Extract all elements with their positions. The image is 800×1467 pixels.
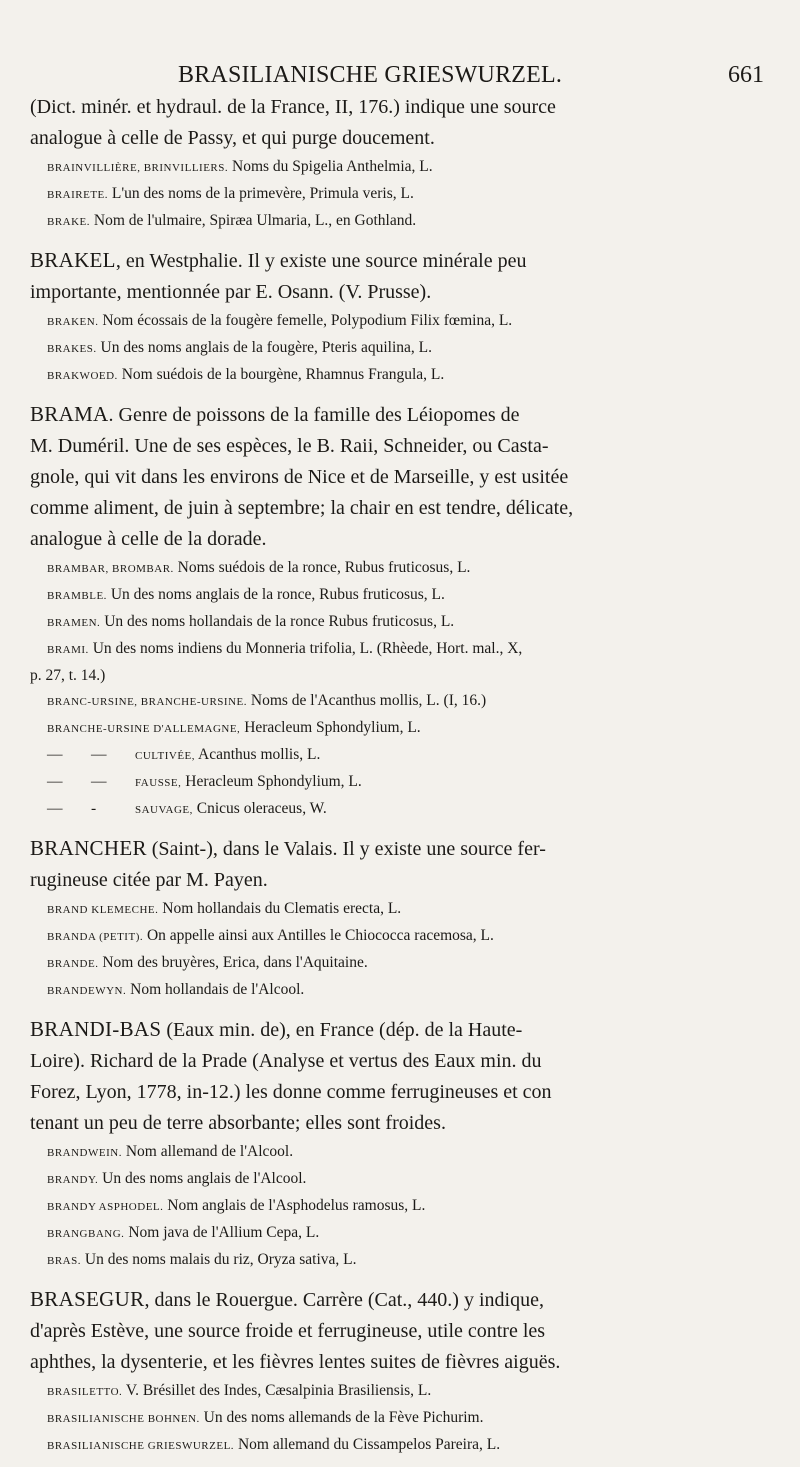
text-span: Nom hollandais du Clematis erecta, L. (162, 900, 402, 917)
text-span: BRANDEWYN. (47, 985, 127, 997)
text-span: Un des noms anglais de l'Alcool. (102, 1170, 307, 1187)
text-span: BRASILETTO. (47, 1386, 123, 1398)
text-span: (Saint-), dans le Valais. Il y existe une source fer- (146, 838, 546, 860)
entry-brande (30, 950, 772, 977)
text-span: Un des noms malais du riz, Oryza sativa, L. (84, 1251, 357, 1268)
text-span: comme aliment, de juin à septembre; la chair en est tendre, délicate, (30, 497, 574, 519)
text-span: BRASILIANISCHE BOHNEN. (47, 1413, 200, 1425)
text-span: FAUSSE, (135, 777, 182, 789)
entry-braken (30, 308, 772, 335)
headword: BRANDI-BAS (30, 1017, 162, 1041)
text-span: BRAIRETE. (47, 189, 109, 201)
text-span: Forez, Lyon, 1778, in-12.) les donne comme ferrugineuses et con (30, 1081, 552, 1103)
text-span: Noms de l'Acanthus mollis, L. (I, 16.) (250, 692, 487, 709)
text-span: Un des noms hollandais de la ronce Rubus fruticosus, L. (104, 613, 455, 630)
entry-brakwoed (30, 362, 772, 389)
text-span: BRANC-URSINE, BRANCHE-URSINE. (47, 696, 247, 708)
text-span: BRASILIANISCHE GRIESWURZEL. (47, 1440, 235, 1452)
headword: BRASEGUR (30, 1287, 145, 1311)
text-span: — (47, 773, 63, 790)
text-span: V. Brésillet des Indes, Cæsalpinia Brasiliensis, L. (125, 1382, 432, 1399)
entry-brandy-asphodel (30, 1193, 772, 1220)
paragraph-continuation (30, 92, 772, 154)
text-span: aphthes, la dysenterie, et les fièvres lentes suites de fièvres aiguës. (30, 1351, 561, 1373)
text-span: BRANDY. (47, 1174, 99, 1186)
text-span: BRAS. (47, 1255, 81, 1267)
entry-fausse (30, 769, 772, 796)
entry-branda (30, 923, 772, 950)
text-span: Nom écossais de la fougère femelle, Polypodium Filix fœmina, L. (102, 312, 513, 329)
entry-bramble (30, 582, 772, 609)
entry-cultivee (30, 742, 772, 769)
entry-bramen (30, 609, 772, 636)
text-span: (Eaux min. de), en France (dép. de la Haute- (161, 1019, 523, 1041)
text-span: BRAKEN. (47, 316, 99, 328)
text-span: BRAMI. (47, 644, 89, 656)
entry-sauvage (30, 796, 772, 823)
entry-brakes (30, 335, 772, 362)
entry-brancher (30, 833, 772, 896)
text-span: analogue à celle de la dorade. (30, 528, 267, 550)
entry-brake (30, 208, 772, 235)
entry-brandewyn (30, 977, 772, 1004)
text-span: BRAMBLE. (47, 590, 107, 602)
text-span: M. Duméril. Une de ses espèces, le B. Raii, Schneider, ou Casta- (30, 435, 549, 457)
text-span: BRANDY ASPHODEL. (47, 1201, 164, 1213)
entry-brainvilliere (30, 154, 772, 181)
text-span: BRAMBAR, BROMBAR. (47, 563, 174, 575)
text-span: Cnicus oleraceus, W. (196, 800, 327, 817)
text-span: BRAINVILLIÈRE, BRINVILLIERS. (47, 162, 229, 174)
text-span: p. 27, t. 14.) (30, 667, 106, 684)
entry-brasiletto (30, 1378, 772, 1405)
text-span: . Genre de poissons de la famille des Léiopomes de (108, 404, 520, 426)
text-span: Acanthus mollis, L. (198, 746, 321, 763)
text-span: d'après Estève, une source froide et ferrugineuse, utile contre les (30, 1320, 546, 1342)
text-span: analogue à celle de Passy, et qui purge doucement. (30, 127, 435, 149)
entry-brand-klemeche (30, 896, 772, 923)
text-span: L'un des noms de la primevère, Primula veris, L. (111, 185, 414, 202)
dictionary-body (30, 92, 772, 1459)
text-span: Nom allemand de l'Alcool. (125, 1143, 294, 1160)
text-span: Noms suédois de la ronce, Rubus fruticosus, L. (177, 559, 471, 576)
text-span: — (47, 746, 63, 763)
text-span: BRAKWOED. (47, 370, 118, 382)
text-span: Heracleum Sphondylium, L. (185, 773, 362, 790)
text-span: Heracleum Sphondylium, L. (244, 719, 421, 736)
text-span: , en Westphalie. Il y existe une source minérale peu (115, 250, 527, 272)
entry-branc-ursine (30, 688, 772, 715)
text-span: BRAKES. (47, 343, 97, 355)
text-span: BRAKE. (47, 216, 91, 228)
entry-brami (30, 636, 772, 663)
text-span: rugineuse citée par M. Payen. (30, 869, 268, 891)
text-span: importante, mentionnée par E. Osann. (V. Prusse). (30, 281, 432, 303)
text-span: Nom suédois de la bourgène, Rhamnus Frangula, L. (121, 366, 445, 383)
entry-brasegur (30, 1284, 772, 1378)
text-span: BRANDWEIN. (47, 1147, 122, 1159)
text-span: On appelle ainsi aux Antilles le Chiococca racemosa, L. (146, 927, 494, 944)
text-span: Un des noms allemands de la Fève Pichurim. (203, 1409, 484, 1426)
entry-brandy (30, 1166, 772, 1193)
text-span: BRAMEN. (47, 617, 101, 629)
running-title: BRASILIANISCHE GRIESWURZEL. (178, 62, 563, 88)
text-span: BRANDE. (47, 958, 99, 970)
text-span: Nom allemand du Cissampelos Pareira, L. (237, 1436, 501, 1453)
headword: BRANCHER (30, 836, 147, 860)
entry-brairete (30, 181, 772, 208)
text-span: Un des noms anglais de la fougère, Pteris aquilina, L. (100, 339, 432, 356)
text-span: Nom anglais de l'Asphodelus ramosus, L. (167, 1197, 426, 1214)
text-span: Nom des bruyères, Erica, dans l'Aquitaine. (102, 954, 368, 971)
text-span: BRANGBANG. (47, 1228, 125, 1240)
text-span: SAUVAGE, (135, 804, 193, 816)
headword: BRAKEL (30, 248, 116, 272)
text-span: Loire). Richard de la Prade (Analyse et vertus des Eaux min. du (30, 1050, 542, 1072)
text-span: — (47, 800, 63, 817)
text-span: BRANDA (PETIT). (47, 931, 144, 943)
text-span: CULTIVÉE, (135, 750, 196, 762)
text-span: BRAND KLEMECHE. (47, 904, 159, 916)
text-span: Noms du Spigelia Anthelmia, L. (232, 158, 433, 175)
entry-brama (30, 399, 772, 555)
text-span: Nom java de l'Allium Cepa, L. (128, 1224, 320, 1241)
page-header (0, 56, 800, 92)
entry-brasilianische-grieswurzel (30, 1432, 772, 1459)
text-span: (Dict. minér. et hydraul. de la France, II, 176.) indique une source (30, 96, 556, 118)
entry-brandi-bas (30, 1014, 772, 1139)
text-span: BRANCHE-URSINE D'ALLEMAGNE, (47, 723, 241, 735)
text-span: Un des noms anglais de la ronce, Rubus fruticosus, L. (110, 586, 445, 603)
text-span: , dans le Rouergue. Carrère (Cat., 440.) y indique, (144, 1289, 544, 1311)
entry-brangbang (30, 1220, 772, 1247)
text-span: — (91, 746, 107, 763)
page-number: 661 (728, 62, 764, 88)
entry-brambar (30, 555, 772, 582)
entry-brandwein (30, 1139, 772, 1166)
headword: BRAMA (30, 402, 109, 426)
text-span: Nom hollandais de l'Alcool. (130, 981, 305, 998)
text-span: Un des noms indiens du Monneria trifolia, L. (Rhèede, Hort. mal., X, (92, 640, 523, 657)
entry-brasilianische-bohnen (30, 1405, 772, 1432)
text-span: Nom de l'ulmaire, Spiræa Ulmaria, L., en Gothland. (93, 212, 417, 229)
entry-branche-ursine-allemagne (30, 715, 772, 742)
entry-brami-cont (30, 663, 772, 688)
text-span: — (91, 773, 107, 790)
text-span: - (91, 800, 97, 817)
text-span: tenant un peu de terre absorbante; elles sont froides. (30, 1112, 446, 1134)
entry-brakel (30, 245, 772, 308)
text-span: gnole, qui vit dans les environs de Nice et de Marseille, y est usitée (30, 466, 569, 488)
entry-bras (30, 1247, 772, 1274)
